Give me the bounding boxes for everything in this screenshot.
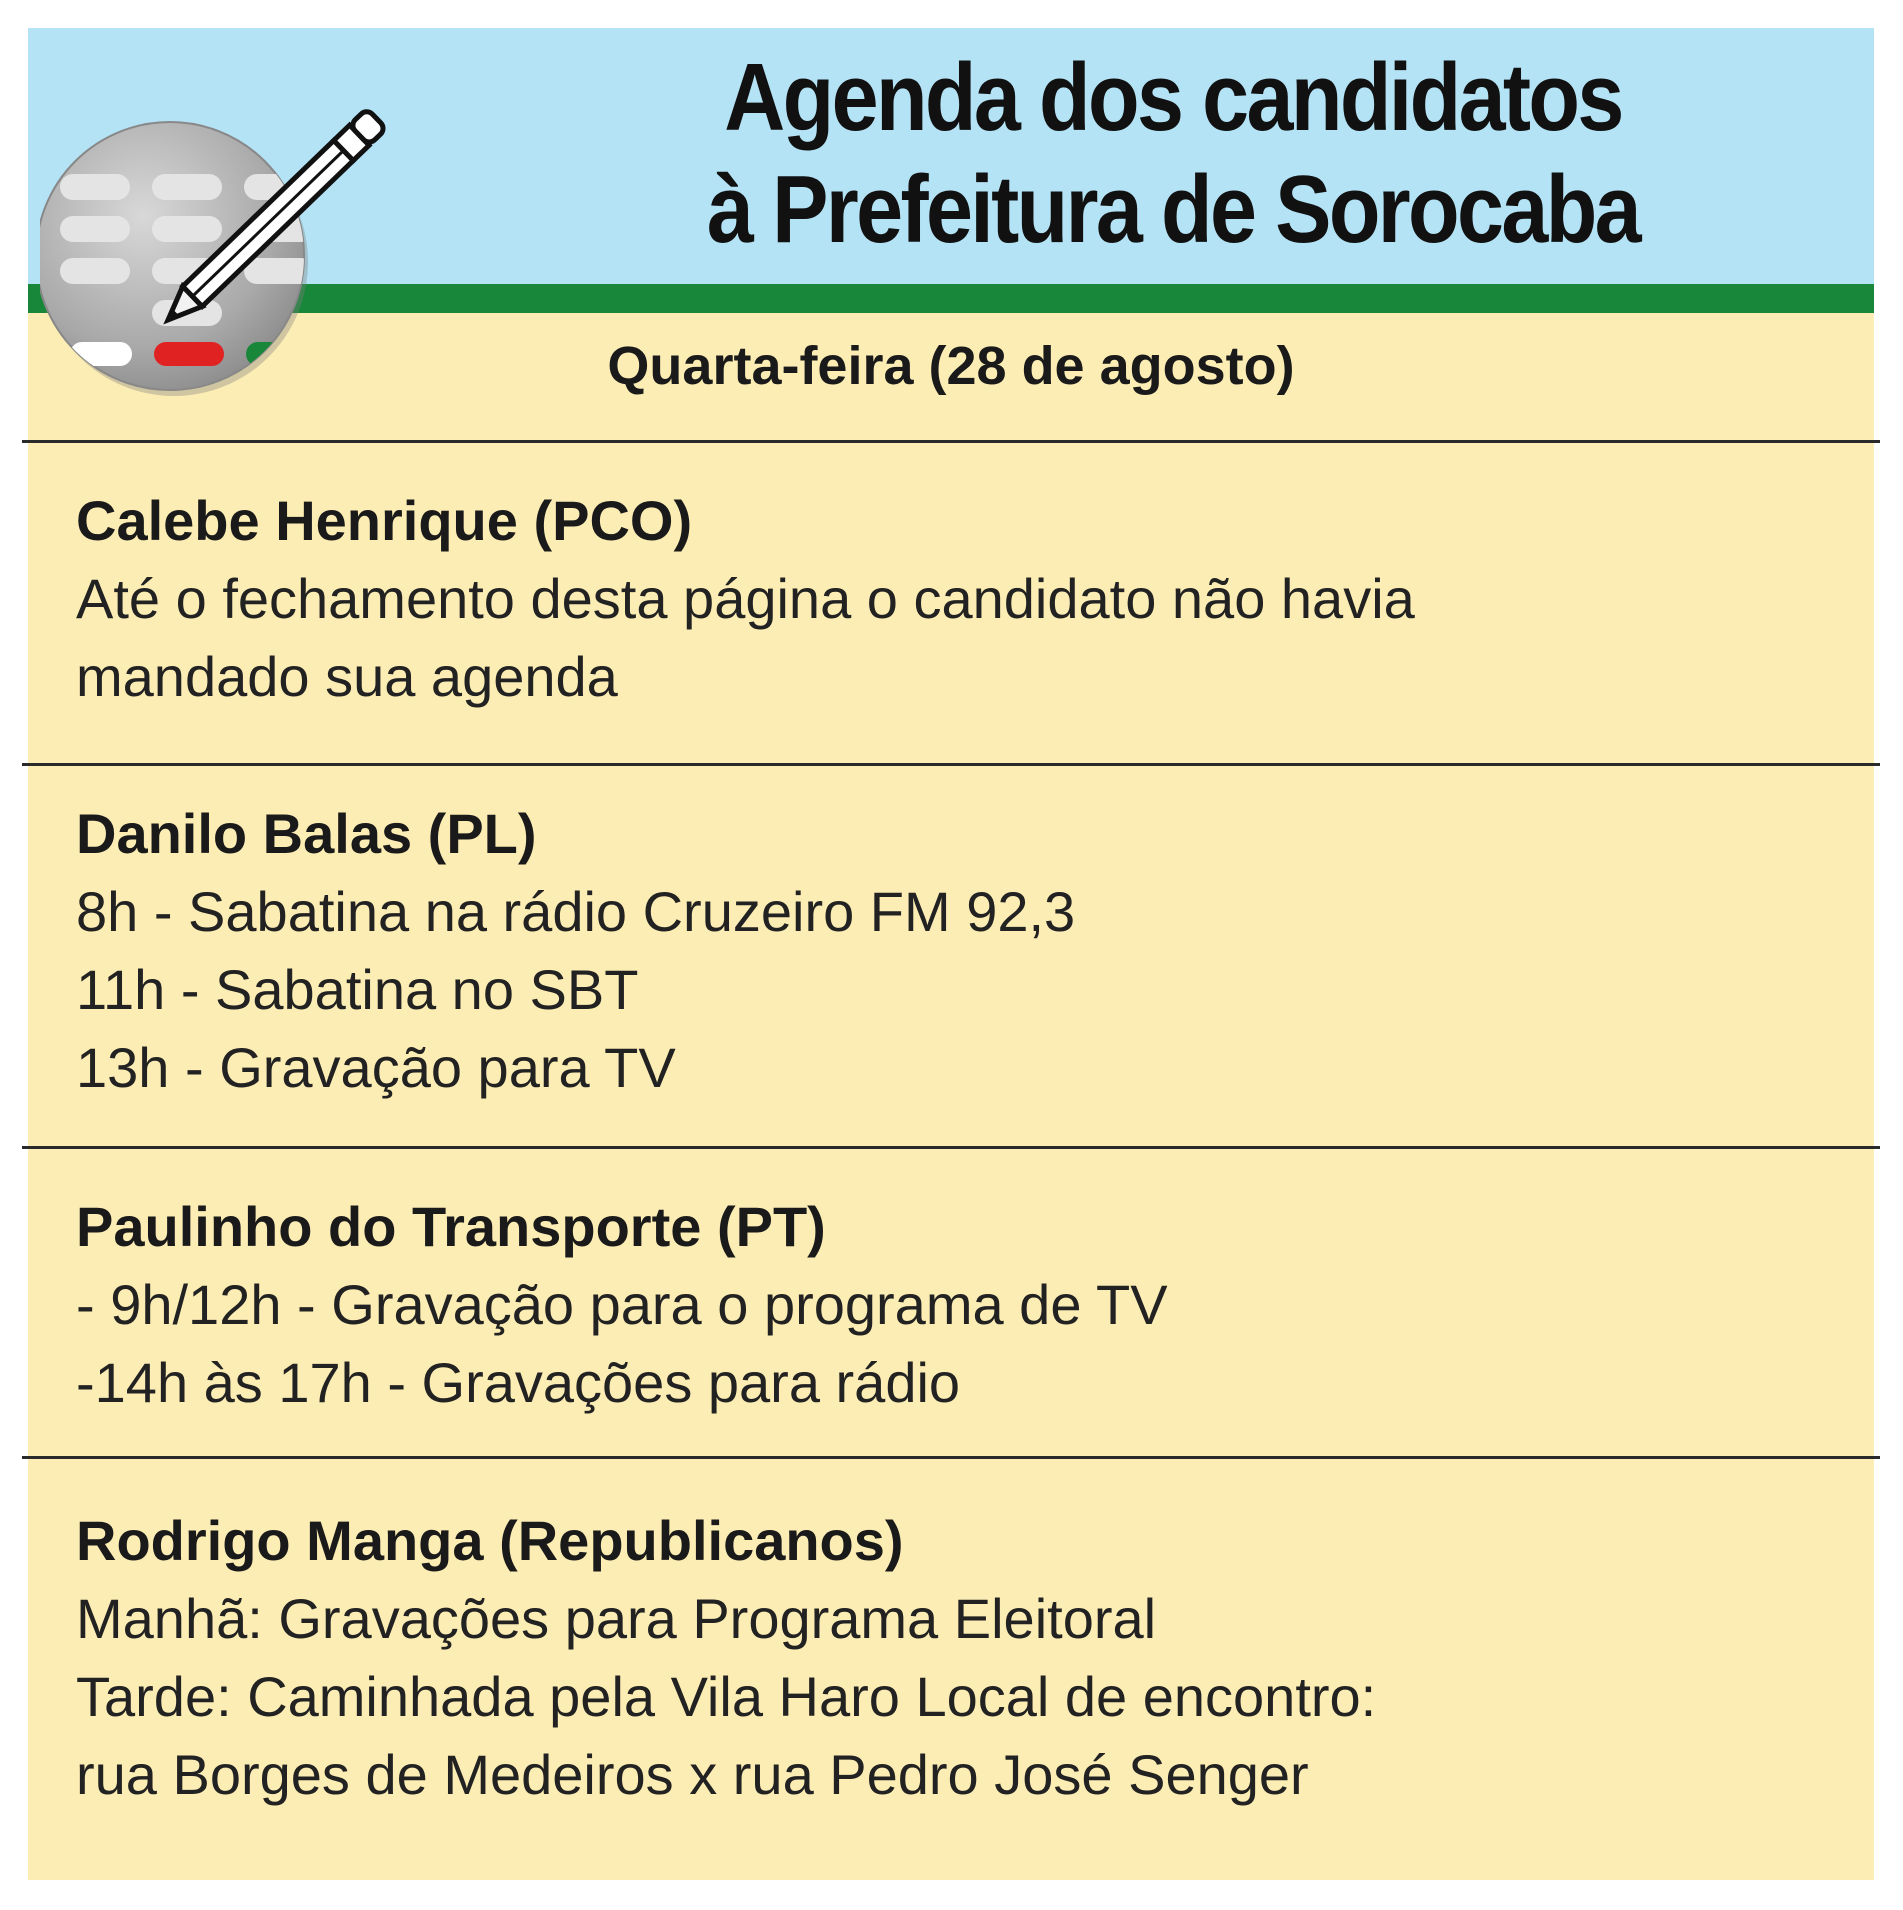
agenda-card	[28, 28, 1874, 1880]
agenda-line: 8h - Sabatina na rádio Cruzeiro FM 92,3	[76, 880, 1076, 943]
candidate-entry-calebe	[76, 482, 1836, 716]
agenda-line: Manhã: Gravações para Programa Eleitoral	[76, 1587, 1157, 1650]
candidate-name: Danilo Balas (PL)	[76, 802, 537, 865]
agenda-line: -14h às 17h - Gravações para rádio	[76, 1351, 961, 1414]
candidate-name: Paulinho do Transporte (PT)	[76, 1195, 826, 1258]
candidate-entry-danilo	[76, 795, 1836, 1107]
agenda-line: 11h - Sabatina no SBT	[76, 958, 639, 1021]
divider	[22, 763, 1880, 766]
agenda-line: rua Borges de Medeiros x rua Pedro José Senger	[76, 1743, 1309, 1806]
candidate-entry-paulinho	[76, 1188, 1836, 1422]
agenda-line: Até o fechamento desta página o candidato não havia	[76, 567, 1415, 630]
title-line-2: à Prefeitura de Sorocaba	[706, 156, 1640, 263]
agenda-line: mandado sua agenda	[76, 645, 618, 708]
page-title	[623, 42, 1723, 266]
candidate-name: Rodrigo Manga (Republicanos)	[76, 1509, 904, 1572]
agenda-line: 13h - Gravação para TV	[76, 1036, 676, 1099]
agenda-line: Tarde: Caminhada pela Vila Haro Local de encontro:	[76, 1665, 1377, 1728]
title-line-1: Agenda dos candidatos	[724, 44, 1622, 151]
divider	[22, 1456, 1880, 1459]
divider	[22, 1146, 1880, 1149]
divider	[22, 440, 1880, 443]
agenda-line: - 9h/12h - Gravação para o programa de TV	[76, 1273, 1168, 1336]
candidate-entry-rodrigo	[76, 1502, 1836, 1814]
agenda-date: Quarta-feira (28 de agosto)	[607, 336, 1295, 396]
candidate-name: Calebe Henrique (PCO)	[76, 489, 693, 552]
